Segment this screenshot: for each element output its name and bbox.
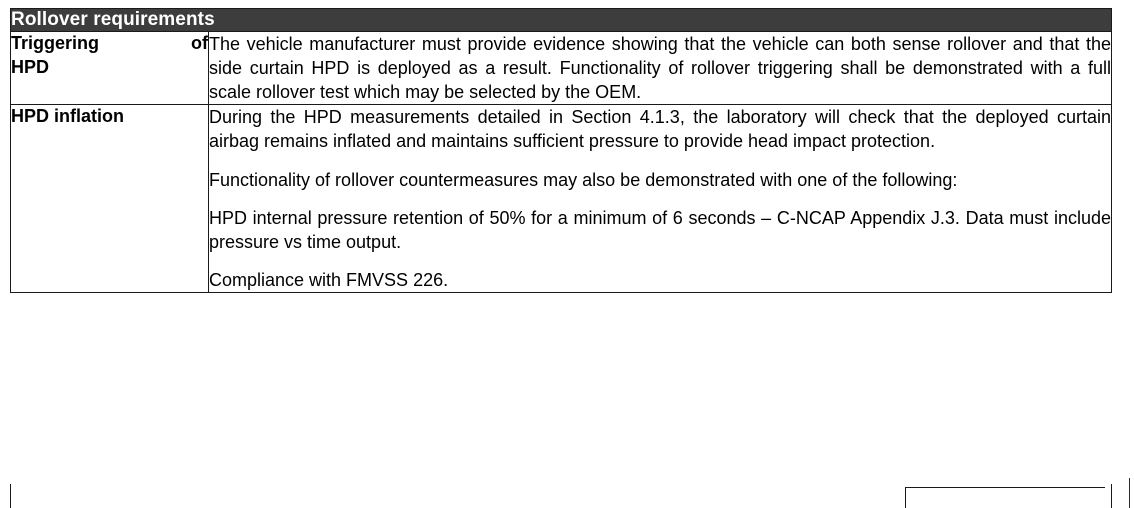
paragraph: Compliance with FMVSS 226. — [209, 269, 449, 290]
table-header-row — [11, 9, 1112, 32]
row-label-line-1: Triggering of — [11, 33, 208, 53]
row-label-hpd-inflation: HPD inflation — [11, 105, 209, 293]
row-body-triggering-of-hpd — [209, 32, 1112, 105]
paragraph: The vehicle manufacturer must provide evidence showing that the vehicle can both sense rollover and that the side curtain HPD is deployed as a result. Functionality of rollover triggering shall be demonstrated with a full scale rollover test which may be selected by the OEM. — [209, 34, 1111, 103]
table-row — [11, 105, 1112, 293]
rollover-requirements-table — [10, 8, 1112, 293]
paragraph: HPD internal pressure retention of 50% for a minimum of 6 seconds – C-NCAP Appendix J.3. Data must include pressure vs time output. — [209, 207, 1111, 252]
table-header-title: Rollover requirements — [11, 9, 1112, 32]
page-edge-mark — [1129, 478, 1134, 508]
paragraph: Functionality of rollover countermeasures may also be demonstrated with one of the following: — [209, 169, 958, 190]
row-label-triggering-of-hpd — [11, 32, 209, 105]
paragraph: During the HPD measurements detailed in Section 4.1.3, the laboratory will check that the deployed curtain airbag remains inflated and maintains sufficient pressure to provide head impact protection. — [209, 107, 1111, 152]
row-label-line-2: HPD — [11, 56, 50, 77]
row-body-hpd-inflation — [209, 105, 1112, 293]
table-row — [11, 32, 1112, 105]
table-continuation-cell — [905, 487, 1105, 508]
